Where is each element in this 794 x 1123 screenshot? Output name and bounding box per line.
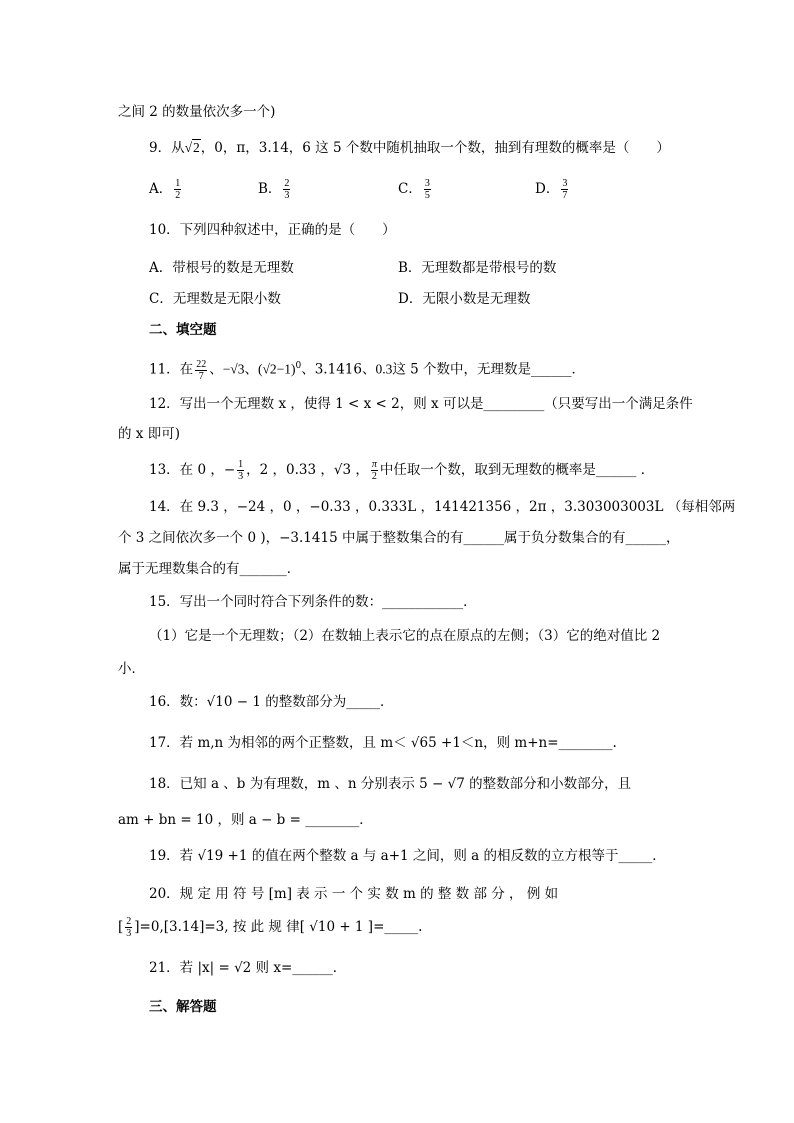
question-18-line-2: am + bn = 10 ，则 a − b = ________． [118, 812, 373, 828]
question-9-stem: 9．从√2，0，π，3.14，6 这 5 个数中随机抽取一个数，抽到有理数的概率是（ ） [149, 140, 670, 156]
question-20-line-1: 20．规 定 用 符 号 [m] 表 示 一 个 实 数 m 的 整 数 部 分 ， 例 如 [149, 886, 559, 902]
question-16: 16．数：√10 − 1 的整数部分为_____． [149, 694, 394, 710]
question-11: 11．在 $\frac{22}{7}$ 、−√3、$(√2-1)^0$、3.1416、0.3这 5 个数中，无理数是______． [149, 358, 586, 382]
question-20-line-2: [ $\frac{2}{3}$ ]=0,[3.14]=3, 按 此 规 律[ √10 + 1 ]=_____. [118, 916, 423, 939]
q10-option-c[interactable]: C．无理数是无限小数 [149, 291, 281, 307]
section-2-heading: 二、填空题 [149, 322, 217, 338]
question-17: 17．若 m,n 为相邻的两个正整数，且 m＜ √65 +1＜n，则 m+n=________. [149, 735, 617, 751]
question-14-line-3: 属于无理数集合的有_______． [118, 561, 301, 577]
q10-option-b[interactable]: B．无理数都是带根号的数 [398, 260, 557, 276]
question-12-line-1: 12．写出一个无理数 x ，使得 1 < x < 2，则 x 可以是_________（只要写出一个满足条件 [149, 396, 693, 412]
question-15-line-2: （1）它是一个无理数；（2）在数轴上表示它的点在原点的左侧；（3）它的绝对值比 2 [149, 628, 661, 644]
question-21: 21．若 |x| = √2 则 x=______． [149, 960, 347, 976]
question-15-line-3: 小． [118, 661, 145, 677]
question-18-line-1: 18．已知 a 、b 为有理数，m 、n 分别表示 5 − √7 的整数部分和小数部分，且 [149, 776, 632, 792]
section-3-heading: 三、解答题 [149, 999, 217, 1015]
question-14-line-1: 14．在 9.3 ，−24 ，0 ，−0.33 ，0.333L ，141421356 ，2π ，3.303003003L （每相邻两 [149, 499, 736, 515]
q10-option-d[interactable]: D．无限小数是无理数 [398, 291, 531, 307]
question-12-line-2: 的 x 即可) [118, 426, 180, 442]
q9-option-a[interactable]: A． $\frac{1}{2}$ [149, 178, 181, 201]
continuation-line: 之间 2 的数量依次多一个) [118, 104, 276, 120]
question-19: 19．若 √19 +1 的值在两个整数 a 与 a+1 之间，则 a 的相反数的立方根等于_____． [149, 848, 666, 864]
question-13: 13．在 0 ，− $\frac{1}{3}$ ，2 ，0.33 ，√3 ， $\frac{\pi}{2}$ 中任取一个数，取到无理数的概率是______ ． [149, 459, 655, 482]
q10-option-a[interactable]: A．带根号的数是无理数 [149, 260, 294, 276]
q9-option-b[interactable]: B． $\frac{2}{3}$ [258, 178, 290, 201]
q9-option-d[interactable]: D． $\frac{3}{7}$ [535, 178, 568, 201]
question-10-stem: 10．下列四种叙述中，正确的是（ ） [149, 222, 396, 238]
sqrt-symbol: √2 [184, 140, 200, 155]
question-15-line-1: 15．写出一个同时符合下列条件的数：____________． [149, 594, 477, 610]
q9-option-c[interactable]: C． $\frac{3}{5}$ [398, 178, 430, 201]
question-14-line-2: 个 3 之间依次多一个 0 )，−3.1415 中属于整数集合的有______属于负分数集合的有______， [118, 530, 680, 546]
